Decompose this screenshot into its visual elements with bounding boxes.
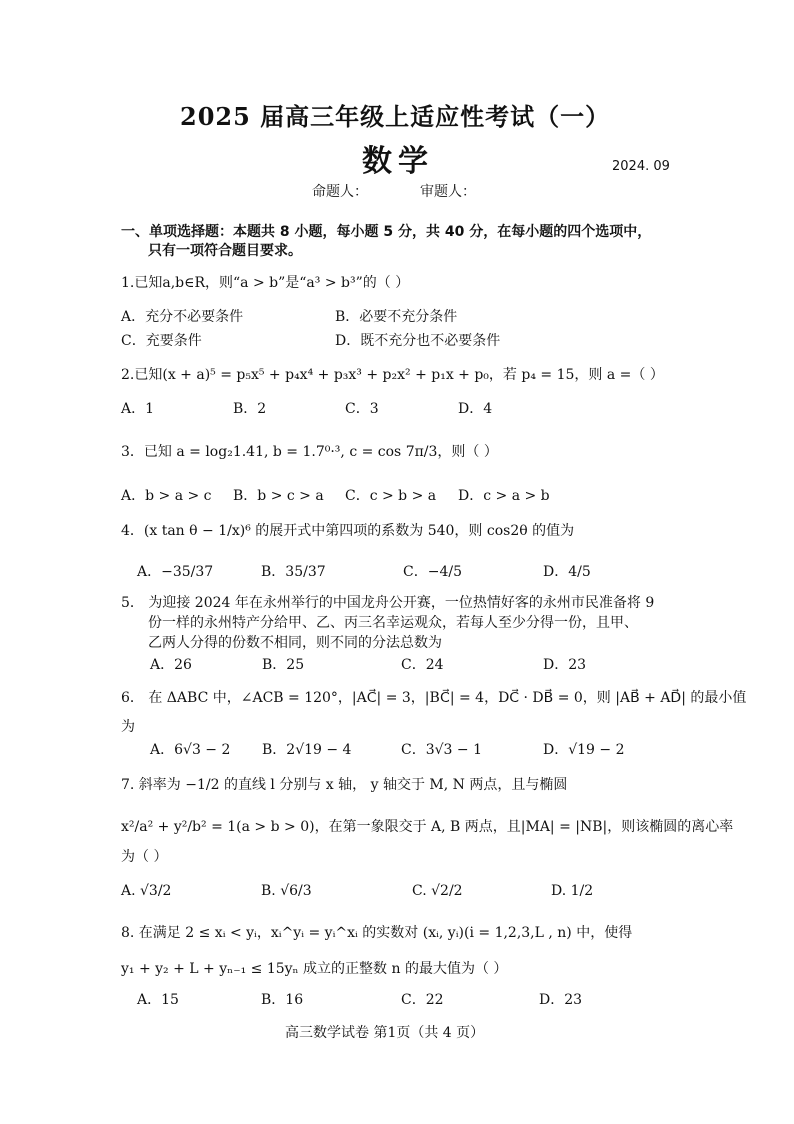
question-6-option-d: D．√19 − 2 xyxy=(543,742,625,758)
exam-subject: 数学 xyxy=(362,144,434,179)
question-5-option-b: B．25 xyxy=(262,657,305,673)
question-3-option-b: B．b > c > a xyxy=(233,488,324,504)
question-5-line3: 乙两人分得的份数不相同，则不同的分法总数为 xyxy=(148,635,442,651)
question-8-option-c: C．22 xyxy=(401,992,444,1008)
question-2-option-d: D．4 xyxy=(458,401,493,417)
question-5-line2: 份一样的永州特产分给甲、乙、丙三名幸运观众，若每人至少分得一份，且甲、 xyxy=(148,615,638,631)
question-2-option-c: C．3 xyxy=(345,401,379,417)
question-2-option-a: A．1 xyxy=(121,401,155,417)
question-7-option-b: B. √6/3 xyxy=(261,883,312,899)
question-7-option-a: A. √3/2 xyxy=(121,883,172,899)
question-4-stem: 4．(x tan θ − 1/x)⁶ 的展开式中第四项的系数为 540，则 cos2θ 的值为 xyxy=(121,523,575,539)
question-6-line1: 6． 在 ΔABC 中，∠ACB = 120°，|AC⃗| = 3，|BC⃗| = 4，DC⃗ · DB⃗ = 0，则 |AB⃗ + AD⃗| 的最小值 xyxy=(121,690,747,706)
question-6-option-a: A．6√3 − 2 xyxy=(150,742,231,758)
exam-title: 2025 届高三年级上适应性考试（一） xyxy=(180,102,611,131)
section-heading: 一、单项选择题：本题共 8 小题，每小题 5 分，共 40 分，在每小题的四个选项中， xyxy=(121,224,652,240)
question-3-option-a: A．b > a > c xyxy=(121,488,212,504)
question-7-line3: 为（ ） xyxy=(121,849,168,865)
question-5-line1: 5． 为迎接 2024 年在永州举行的中国龙舟公开赛，一位热情好客的永州市民准备将 9 xyxy=(121,595,655,611)
question-8-line2: y₁ + y₂ + L + yₙ₋₁ ≤ 15yₙ 成立的正整数 n 的最大值为（ ） xyxy=(121,961,508,977)
question-5-option-d: D．23 xyxy=(543,657,587,673)
question-1-option-b: B．必要不充分条件 xyxy=(335,309,458,325)
question-8-option-d: D．23 xyxy=(539,992,583,1008)
question-8-line1: 8. 在满足 2 ≤ xᵢ < yᵢ，xᵢ^yᵢ = yᵢ^xᵢ 的实数对 (xᵢ, yᵢ)(i = 1,2,3,L , n) 中，使得 xyxy=(121,925,633,941)
question-1-option-d: D．既不充分也不必要条件 xyxy=(335,333,501,349)
question-5-option-c: C．24 xyxy=(401,657,444,673)
section-heading-cont: 只有一项符合题目要求。 xyxy=(148,243,302,259)
exam-date: 2024. 09 xyxy=(612,159,670,174)
question-7-option-c: C. √2/2 xyxy=(412,883,463,899)
question-1-stem: 1.已知a,b∈R，则“a > b”是“a³ > b³”的（ ） xyxy=(121,275,410,291)
question-4-option-d: D．4/5 xyxy=(543,564,591,580)
question-2-stem: 2.已知(x + a)⁵ = p₅x⁵ + p₄x⁴ + p₃x³ + p₂x² + p₁x + p₀，若 p₄ = 15，则 a =（ ） xyxy=(121,367,664,383)
question-4-option-b: B．35/37 xyxy=(261,564,326,580)
question-7-option-d: D. 1/2 xyxy=(551,883,594,899)
question-4-option-c: C．−4/5 xyxy=(403,564,462,580)
page-footer: 高三数学试卷 第1页（共 4 页） xyxy=(285,1025,485,1041)
question-1-option-c: C．充要条件 xyxy=(121,333,202,349)
question-8-option-b: B．16 xyxy=(261,992,304,1008)
question-2-option-b: B．2 xyxy=(233,401,267,417)
question-6-option-b: B．2√19 − 4 xyxy=(262,742,352,758)
question-6-line2: 为 xyxy=(121,719,135,735)
question-7-line2: x²/a² + y²/b² = 1(a > b > 0)，在第一象限交于 A, B 两点，且|MA| = |NB|，则该椭圆的离心率 xyxy=(121,819,734,835)
question-3-option-d: D．c > a > b xyxy=(458,488,550,504)
question-3-option-c: C．c > b > a xyxy=(345,488,437,504)
proposer-label: 命题人： xyxy=(312,184,368,200)
question-6-option-c: C．3√3 − 1 xyxy=(401,742,482,758)
question-4-option-a: A．−35/37 xyxy=(137,564,214,580)
reviewer-label: 审题人： xyxy=(420,184,476,200)
question-5-option-a: A．26 xyxy=(150,657,192,673)
question-1-option-a: A．充分不必要条件 xyxy=(121,309,244,325)
question-7-line1: 7. 斜率为 −1/2 的直线 l 分别与 x 轴， y 轴交于 M, N 两点，且与椭圆 xyxy=(121,777,568,793)
question-8-option-a: A．15 xyxy=(137,992,179,1008)
question-3-stem: 3．已知 a = log₂1.41, b = 1.7⁰·³, c = cos 7π/3，则（ ） xyxy=(121,444,498,460)
